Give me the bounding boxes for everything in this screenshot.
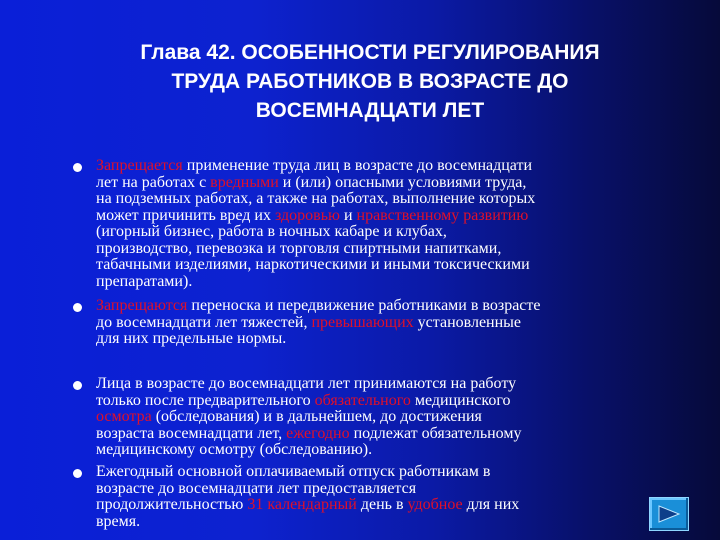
bullet-line	[96, 497, 661, 514]
text-segment: установленные	[413, 313, 522, 331]
highlighted-text: вредными	[210, 173, 279, 191]
highlighted-text: Запрещаются	[96, 297, 188, 314]
highlighted-text: осмотра	[96, 408, 152, 425]
bullet-text	[96, 158, 661, 290]
highlighted-text: Запрещается	[96, 157, 183, 174]
bullet-text	[96, 376, 661, 459]
bullet-line	[96, 191, 661, 208]
text-segment: и	[339, 206, 357, 224]
text-segment: до восемнадцати лет тяжестей,	[96, 313, 312, 331]
bullet-line	[96, 315, 661, 332]
next-slide-button[interactable]	[649, 497, 689, 531]
bullet-text	[96, 464, 661, 530]
next-arrow-icon	[657, 503, 681, 525]
text-segment: Ежегодный основной оплачиваемый отпуск работникам в	[96, 463, 491, 480]
bullet-line	[96, 464, 661, 481]
bullet-line	[96, 298, 661, 315]
text-segment: лет на работах с	[96, 173, 211, 191]
bullet-line	[96, 442, 661, 459]
bullet-dot-icon	[73, 469, 82, 478]
bullet-line	[96, 274, 661, 291]
bullet-dot-icon	[73, 381, 82, 390]
text-segment: Лица в возрасте до восемнадцати лет принимаются на работу	[96, 375, 517, 392]
bullet-line	[96, 257, 661, 274]
text-segment: может причинить вред их	[96, 206, 275, 224]
bullet-line	[96, 208, 661, 225]
text-segment: для них	[462, 496, 520, 513]
text-segment: табачными изделиями, наркотическими и иными токсическими	[96, 256, 530, 273]
text-segment: и (или) опасными условиями труда,	[278, 173, 527, 191]
title-line-1: Глава 42. ОСОБЕННОСТИ РЕГУЛИРОВАНИЯ	[140, 41, 600, 64]
text-segment: на подземных работах, а также на работах, выполнение которых	[96, 190, 536, 207]
text-segment: возрасте до восемнадцати лет предоставляется	[96, 479, 417, 497]
highlighted-text: здоровью	[274, 206, 340, 224]
text-segment: (игорный бизнес, работа в ночных кабаре и клубах,	[96, 223, 447, 240]
highlighted-text: нравственному развитию	[356, 206, 529, 224]
text-segment: применение труда лиц в возрасте до восемнадцати	[182, 157, 533, 174]
title-line-2: ТРУДА РАБОТНИКОВ В ВОЗРАСТЕ ДО	[171, 70, 569, 93]
bullet-line	[96, 158, 661, 175]
title-line-3: ВОСЕМНАДЦАТИ ЛЕТ	[255, 99, 485, 122]
text-segment: препаратами).	[96, 272, 193, 290]
bullet-line	[96, 514, 661, 531]
text-segment: медицинского	[410, 391, 511, 409]
text-segment: возраста восемнадцати лет,	[96, 424, 287, 442]
text-segment: время.	[96, 512, 141, 530]
bullet-line	[96, 409, 661, 426]
bullet-line	[96, 241, 661, 258]
text-segment: переноска и передвижение работниками в возрасте	[187, 297, 541, 314]
bullet-text	[96, 298, 661, 348]
highlighted-text: ежегодно	[286, 424, 350, 442]
text-segment: продолжительностью	[96, 496, 248, 513]
text-segment: только после предварительного	[96, 391, 315, 409]
highlighted-text: обязательного	[314, 391, 411, 409]
bullet-line	[96, 224, 661, 241]
text-segment: для них предельные нормы.	[96, 330, 287, 347]
bullet-line	[96, 426, 661, 443]
bullet-line	[96, 393, 661, 410]
bullet-line	[96, 175, 661, 192]
text-segment: производство, перевозка и торговля спиртными напитками,	[96, 239, 502, 257]
bullet-line	[96, 376, 661, 393]
bullet-line	[96, 331, 661, 348]
text-segment: медицинскому осмотру (обследованию).	[96, 441, 373, 458]
highlighted-text: 31 календарный	[247, 496, 357, 513]
bullet-dot-icon	[73, 163, 82, 172]
text-segment: (обследования) и в дальнейшем, до достижения	[151, 408, 482, 425]
text-segment: день в	[356, 496, 408, 513]
bullet-line	[96, 481, 661, 498]
bullet-dot-icon	[73, 303, 82, 312]
highlighted-text: превышающих	[311, 313, 414, 331]
highlighted-text: удобное	[407, 496, 463, 513]
text-segment: подлежат обязательному	[349, 424, 522, 442]
